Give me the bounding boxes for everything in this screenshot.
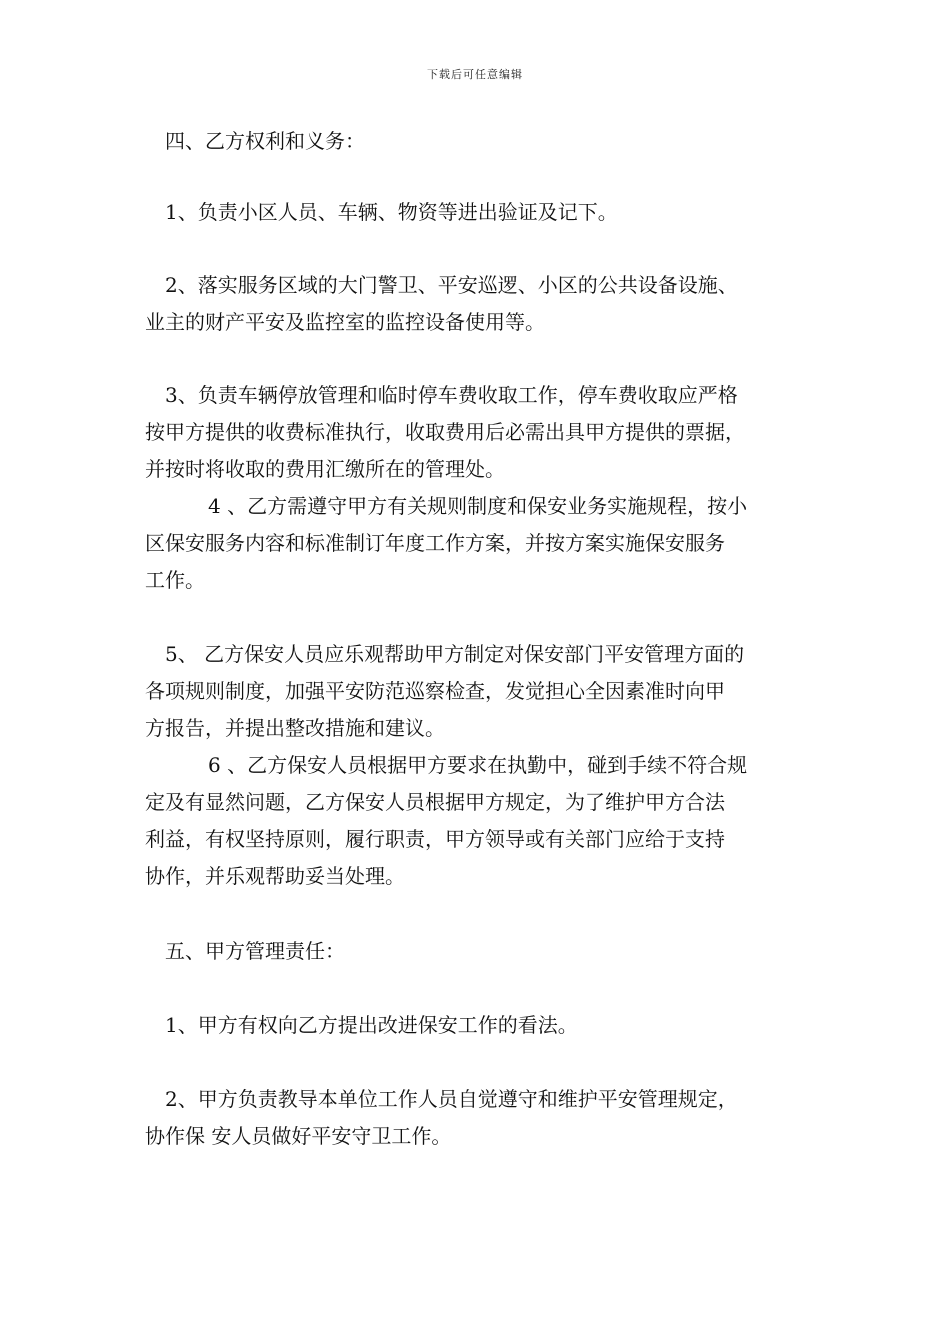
item-4-4 (145, 488, 815, 599)
section-5-heading (145, 933, 815, 970)
item-line: 协作保 安人员做好平安守卫工作。 (145, 1124, 452, 1148)
item-line: 定及有显然问题，乙方保安人员根据甲方规定，为了维护甲方合法 (145, 790, 725, 814)
item-line: 按甲方提供的收费标准执行，收取费用后必需出具甲方提供的票据， (145, 420, 745, 444)
item-4-6 (145, 747, 815, 895)
item-line: 各项规则制度，加强平安防范巡察检查，发觉担心全因素准时向甲 (145, 679, 725, 703)
item-line: 方报告，并提出整改措施和建议。 (145, 716, 445, 740)
item-line: 并按时将收取的费用汇缴所在的管理处。 (145, 457, 505, 481)
item-line: 2、甲方负责教导本单位工作人员自觉遵守和维护平安管理规定， (165, 1087, 738, 1111)
item-line: 利益，有权坚持原则，履行职责，甲方领导或有关部门应给于支持 (145, 827, 725, 851)
item-line: 5、 乙方保安人员应乐观帮助甲方制定对保安部门平安管理方面的 (165, 642, 745, 666)
item-4-3 (145, 377, 815, 488)
item-line: 1、负责小区人员、车辆、物资等进出验证及记下。 (165, 200, 618, 224)
item-5-1 (145, 1007, 815, 1044)
item-line: 3、负责车辆停放管理和临时停车费收取工作，停车费收取应严格 (165, 383, 738, 407)
item-line: 区保安服务内容和标准制订年度工作方案，并按方案实施保安服务 (145, 531, 725, 555)
item-line: 6 、乙方保安人员根据甲方要求在执勤中，碰到手续不符合规 (208, 753, 748, 777)
item-line: 2、落实服务区域的大门警卫、平安巡逻、小区的公共设备设施、 (165, 273, 738, 297)
item-4-2 (145, 267, 815, 341)
item-5-2 (145, 1081, 815, 1155)
page-header: 下载后可任意编辑 (427, 68, 523, 81)
item-line: 1、甲方有权向乙方提出改进保安工作的看法。 (165, 1013, 578, 1037)
item-line: 工作。 (145, 568, 205, 592)
heading-text: 五、甲方管理责任： (165, 939, 345, 963)
item-4-5 (145, 636, 815, 747)
item-line: 业主的财产平安及监控室的监控设备使用等。 (145, 310, 545, 334)
item-line: 4 、乙方需遵守甲方有关规则制度和保安业务实施规程，按小 (208, 494, 748, 518)
item-line: 协作，并乐观帮助妥当处理。 (145, 864, 405, 888)
heading-text: 四、乙方权利和义务： (165, 129, 365, 153)
section-4-heading (145, 123, 815, 160)
item-4-1 (145, 194, 815, 231)
